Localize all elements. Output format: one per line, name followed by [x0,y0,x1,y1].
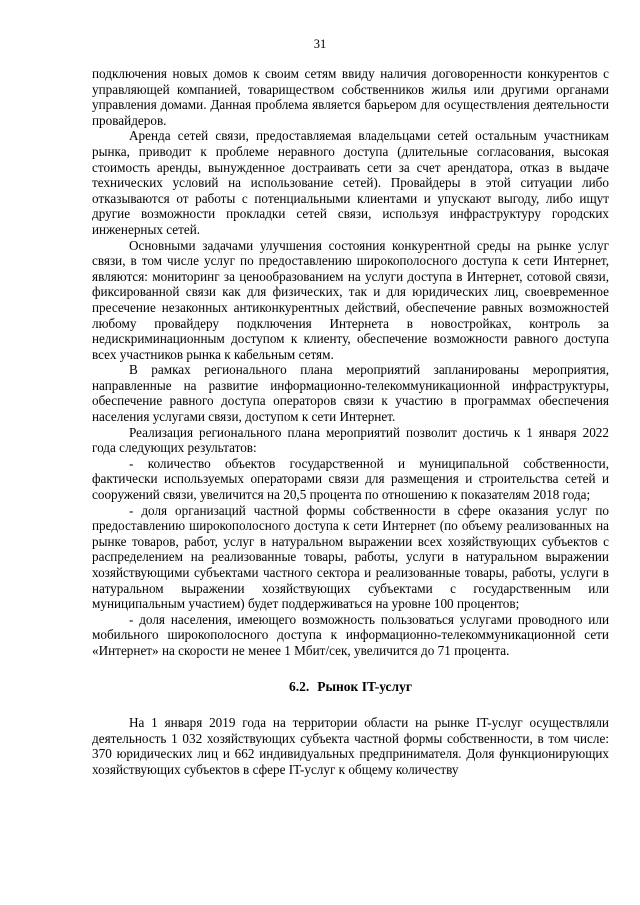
list-item: - количество объектов государственной и муниципальной собственности, фактически используемых операторами связи для размещения и строительства сетей и сооружений связи, увеличится на 20,5 процента по отношению к показателям 2018 года; [92,455,609,503]
page-number: 31 [313,37,327,51]
paragraph: Аренда сетей связи, предоставляемая владельцами сетей остальным участникам рынка, приводит к проблеме неравного доступа (длительные согласования, высокая стоимость аренды, вынужденное достраивать сети за счет арендатора, отказ в выдаче технических условий на использование сетей). Провайдеры в этой ситуации либо отказываются от работы с потенциальными клиентами и упускают выгоду, либо ищут другие возможности прокладки сетей связи, используя инфраструктуру городских инженерных сетей. [92,128,609,237]
section-heading [92,679,609,695]
paragraph: На 1 января 2019 года на территории области на рынке IT-услуг осуществляли деятельность 1 032 хозяйствующих субъекта частной формы собственности, в том числе: 370 юридических лиц и 662 индивидуальных предпринимателя. Доля функционирующих хозяйствующих субъектов в сфере IT-услуг к общему количеству [92,715,609,777]
paragraph: Реализация регионального плана мероприятий позволит достичь к 1 января 2022 года следующих результатов: [92,424,609,456]
paragraph: подключения новых домов к своим сетям ввиду наличия договоренности конкурентов с управляющей компанией, товариществом собственников жилья или другими органами управления домами. Данная проблема является барьером для осуществления деятельности провайдеров. [92,66,609,128]
document-body [92,66,609,778]
list-item: - доля организаций частной формы собственности в сфере оказания услуг по предоставлению широкополосного доступа к сети Интернет (по объему реализованных на рынке товаров, работ, услуг в натуральном выражении всех хозяйствующих субъектов с распределением на реализованные товары, работы, услуги в натуральном выражении хозяйствующими субъектами частного сектора и реализованные товары, работы, услуги в натуральном выражении хозяйствующих субъектами с государственным или муниципальным участием) будет поддерживаться на уровне 100 процентов; [92,502,609,612]
list-item: - доля населения, имеющего возможность пользоваться услугами проводного или мобильного широкополосного доступа к информационно-телекоммуникационной сети «Интернет» на скорости не менее 1 Мбит/сек, увеличится до 71 процента. [92,611,609,658]
paragraph: Основными задачами улучшения состояния конкурентной среды на рынке услуг связи, в том числе услуг по предоставлению широкополосного доступа к сети Интернет, являются: мониторинг за ценообразованием на услуги доступа в Интернет, сотовой связи, фиксированной связи как для физических, так и для юридических лиц, своевременное пресечение незаконных антиконкурентных действий, обеспечение равных возможностей любому провайдеру подключения Интернета в новостройках, контроль за недискриминационным доступом к клиенту, обеспечение возможности равного доступа всех участников рынка к кабельным сетям. [92,237,609,362]
paragraph: В рамках регионального плана мероприятий запланированы мероприятия, направленные на развитие информационно-телекоммуникационной инфраструктуры, обеспечение равного доступа операторов связи к участию в программах обеспечения населения услугами связи, доступом к сети Интернет. [92,362,609,425]
section-number: 6.2. [288,678,310,694]
section-title: Рынок IT-услуг [317,678,412,694]
